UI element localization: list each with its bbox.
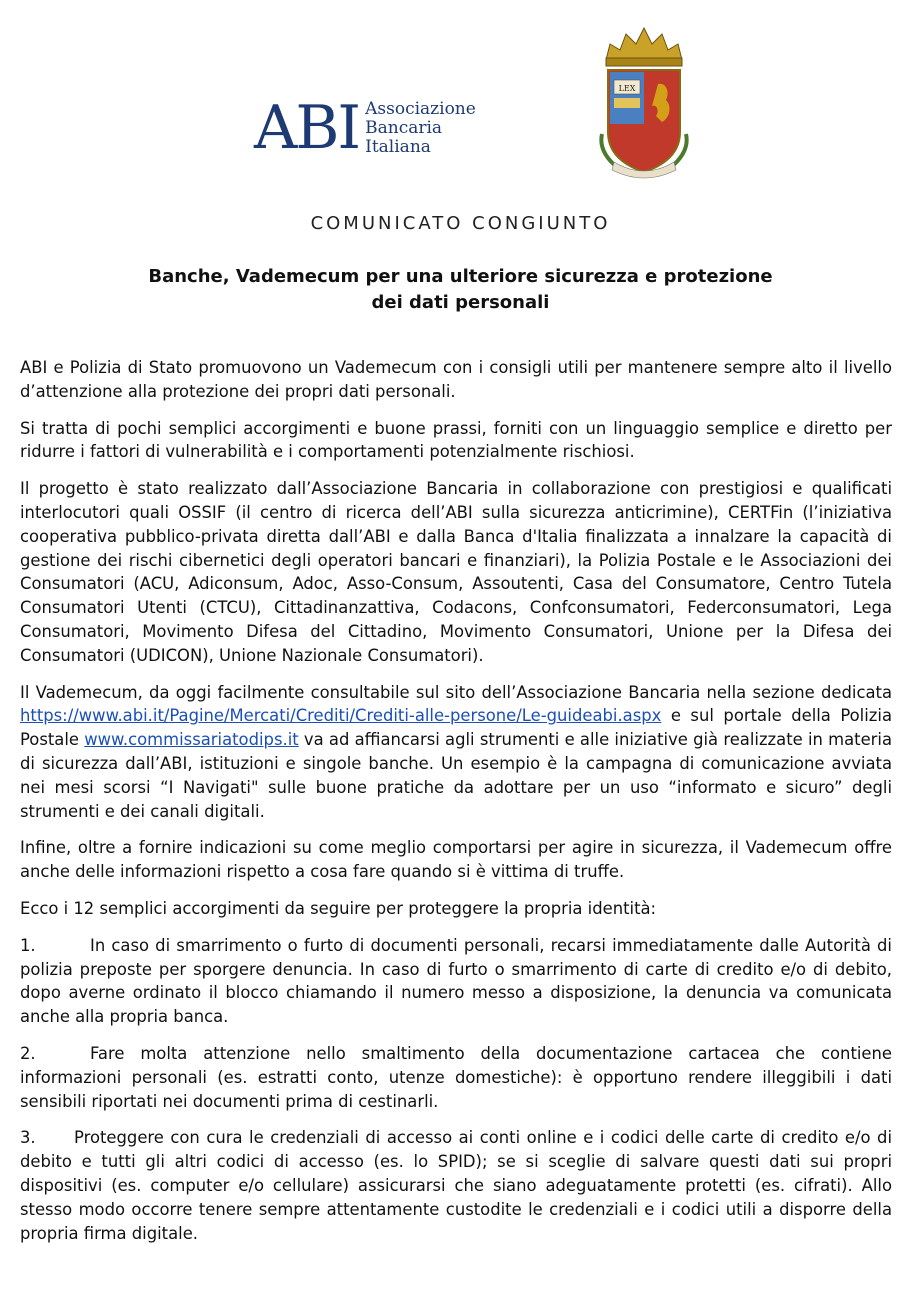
paragraph-vademecum xyxy=(20,681,892,824)
paragraph-project: Il progetto è stato realizzato dall’Associazione Bancaria in collaborazione con prestigiosi e qualificati interlocutori quali OSSIF (il centro di ricerca dell’ABI sulla sicurezza anticrimine), CERTFin (l’iniziativa cooperativa pubblico-privata diretta dall’ABI e dalla Banca d'Italia finalizzata a innalzare la capacità di gestione dei rischi cibernetici degli operatori bancari e finanziari), la Polizia Postale e le Associazioni dei Consumatori (ACU, Adiconsum, Adoc, Asso-Consum, Assoutenti, Casa del Consumatore, Centro Tutela Consumatori Utenti (CTCU), Cittadinanzattiva, Codacons, Confconsumatori, Federconsumatori, Lega Consumatori, Movimento Difesa del Cittadino, Movimento Consumatori, Unione per la Difesa dei Consumatori (UDICON), Unione Nazionale Consumatori). xyxy=(20,479,892,665)
document-body xyxy=(20,356,892,1258)
paragraph-vademecum-part-c: va ad affiancarsi agli strumenti e alle iniziative già realizzate in materia di sicurezza dall’ABI, istituzioni e singole banche. Un esempio è la campagna di comunicazione avviata nei mesi scorsi “I Navigati" sulle buone pratiche da adottare per un uso “informato e sicuro” degli strumenti e dei canali digitali. xyxy=(20,730,892,821)
abi-logo-text xyxy=(365,100,476,157)
list-item-text: Proteggere con cura le credenziali di accesso ai conti online e i codici delle carte di credito e/o di debito e tutti gli altri codici di accesso (es. lo SPID); se si sceglie di salvare questi dati sui propri dispositivi (es. computer e/o cellulare) assicurarsi che siano adeguatamente protetti (es. cifrati). Allo stesso modo occorre tenere sempre attentamente custodite le credenziali e i codici utili a disporre della propria firma digitale. xyxy=(20,1128,892,1243)
abi-logo-line-3: Italiana xyxy=(365,136,431,157)
document-title xyxy=(60,264,861,316)
paragraph-tips: Si tratta di pochi semplici accorgimenti e buone prassi, forniti con un linguaggio semplice e diretto per ridurre i fattori di vulnerabilità e i comportamenti potenzialmente rischiosi. xyxy=(20,418,892,462)
list-item-number: 1. xyxy=(20,935,36,955)
list-item xyxy=(20,1042,892,1113)
list-item xyxy=(20,1126,892,1245)
abi-guide-link[interactable]: https://www.abi.it/Pagine/Mercati/Crediti/Crediti-alle-persone/Le-guideabi.aspx xyxy=(20,706,662,726)
abi-logo-line-1: Associazione xyxy=(365,98,476,119)
polizia-crest-icon xyxy=(596,22,692,182)
list-item xyxy=(20,934,892,1029)
paragraph-list-intro: Ecco i 12 semplici accorgimenti da seguire per proteggere la propria identità: xyxy=(20,898,657,918)
document-title-line-2: dei dati personali xyxy=(371,292,550,313)
paragraph-vademecum-part-a: Il Vademecum, da oggi facilmente consultabile sul sito dell’Associazione Bancaria nella sezione dedicata xyxy=(20,682,892,702)
abi-logo xyxy=(254,93,476,163)
list-item-number: 2. xyxy=(20,1043,36,1063)
list-item-number: 3. xyxy=(20,1128,36,1148)
document-title-line-1: Banche, Vademecum per una ulteriore sicurezza e protezione xyxy=(148,266,773,287)
abi-logo-mark: ABI xyxy=(254,93,360,163)
communique-kicker: COMUNICATO CONGIUNTO xyxy=(310,213,611,234)
commissariato-link[interactable]: www.commissariatodips.it xyxy=(84,730,299,750)
paragraph-vademecum-part-b: e sul portale della Polizia Postale xyxy=(20,706,892,750)
paragraph-fraud: Infine, oltre a fornire indicazioni su come meglio comportarsi per agire in sicurezza, il Vademecum offre anche delle informazioni rispetto a cosa fare quando si è vittima di truffe. xyxy=(20,838,892,882)
list-item-text: Fare molta attenzione nello smaltimento della documentazione cartacea che contiene informazioni personali (es. estratti conto, utenze domestiche): è opportuno rendere illeggibili i dati sensibili riportati nei documenti prima di cestinarli. xyxy=(20,1043,892,1111)
abi-logo-line-2: Bancaria xyxy=(365,117,443,138)
list-item-text: In caso di smarrimento o furto di documenti personali, recarsi immediatamente dalle Autorità di polizia preposte per sporgere denuncia. In caso di furto o smarrimento di carte di credito e/o di debito, dopo averne ordinato il blocco chiamando il numero messo a disposizione, la denuncia va comunicata anche alla propria banca. xyxy=(20,935,892,1027)
paragraph-intro: ABI e Polizia di Stato promuovono un Vademecum con i consigli utili per mantenere sempre alto il livello d’attenzione alla protezione dei propri dati personali. xyxy=(20,358,892,401)
crest-lex-text: LEX xyxy=(618,84,636,93)
